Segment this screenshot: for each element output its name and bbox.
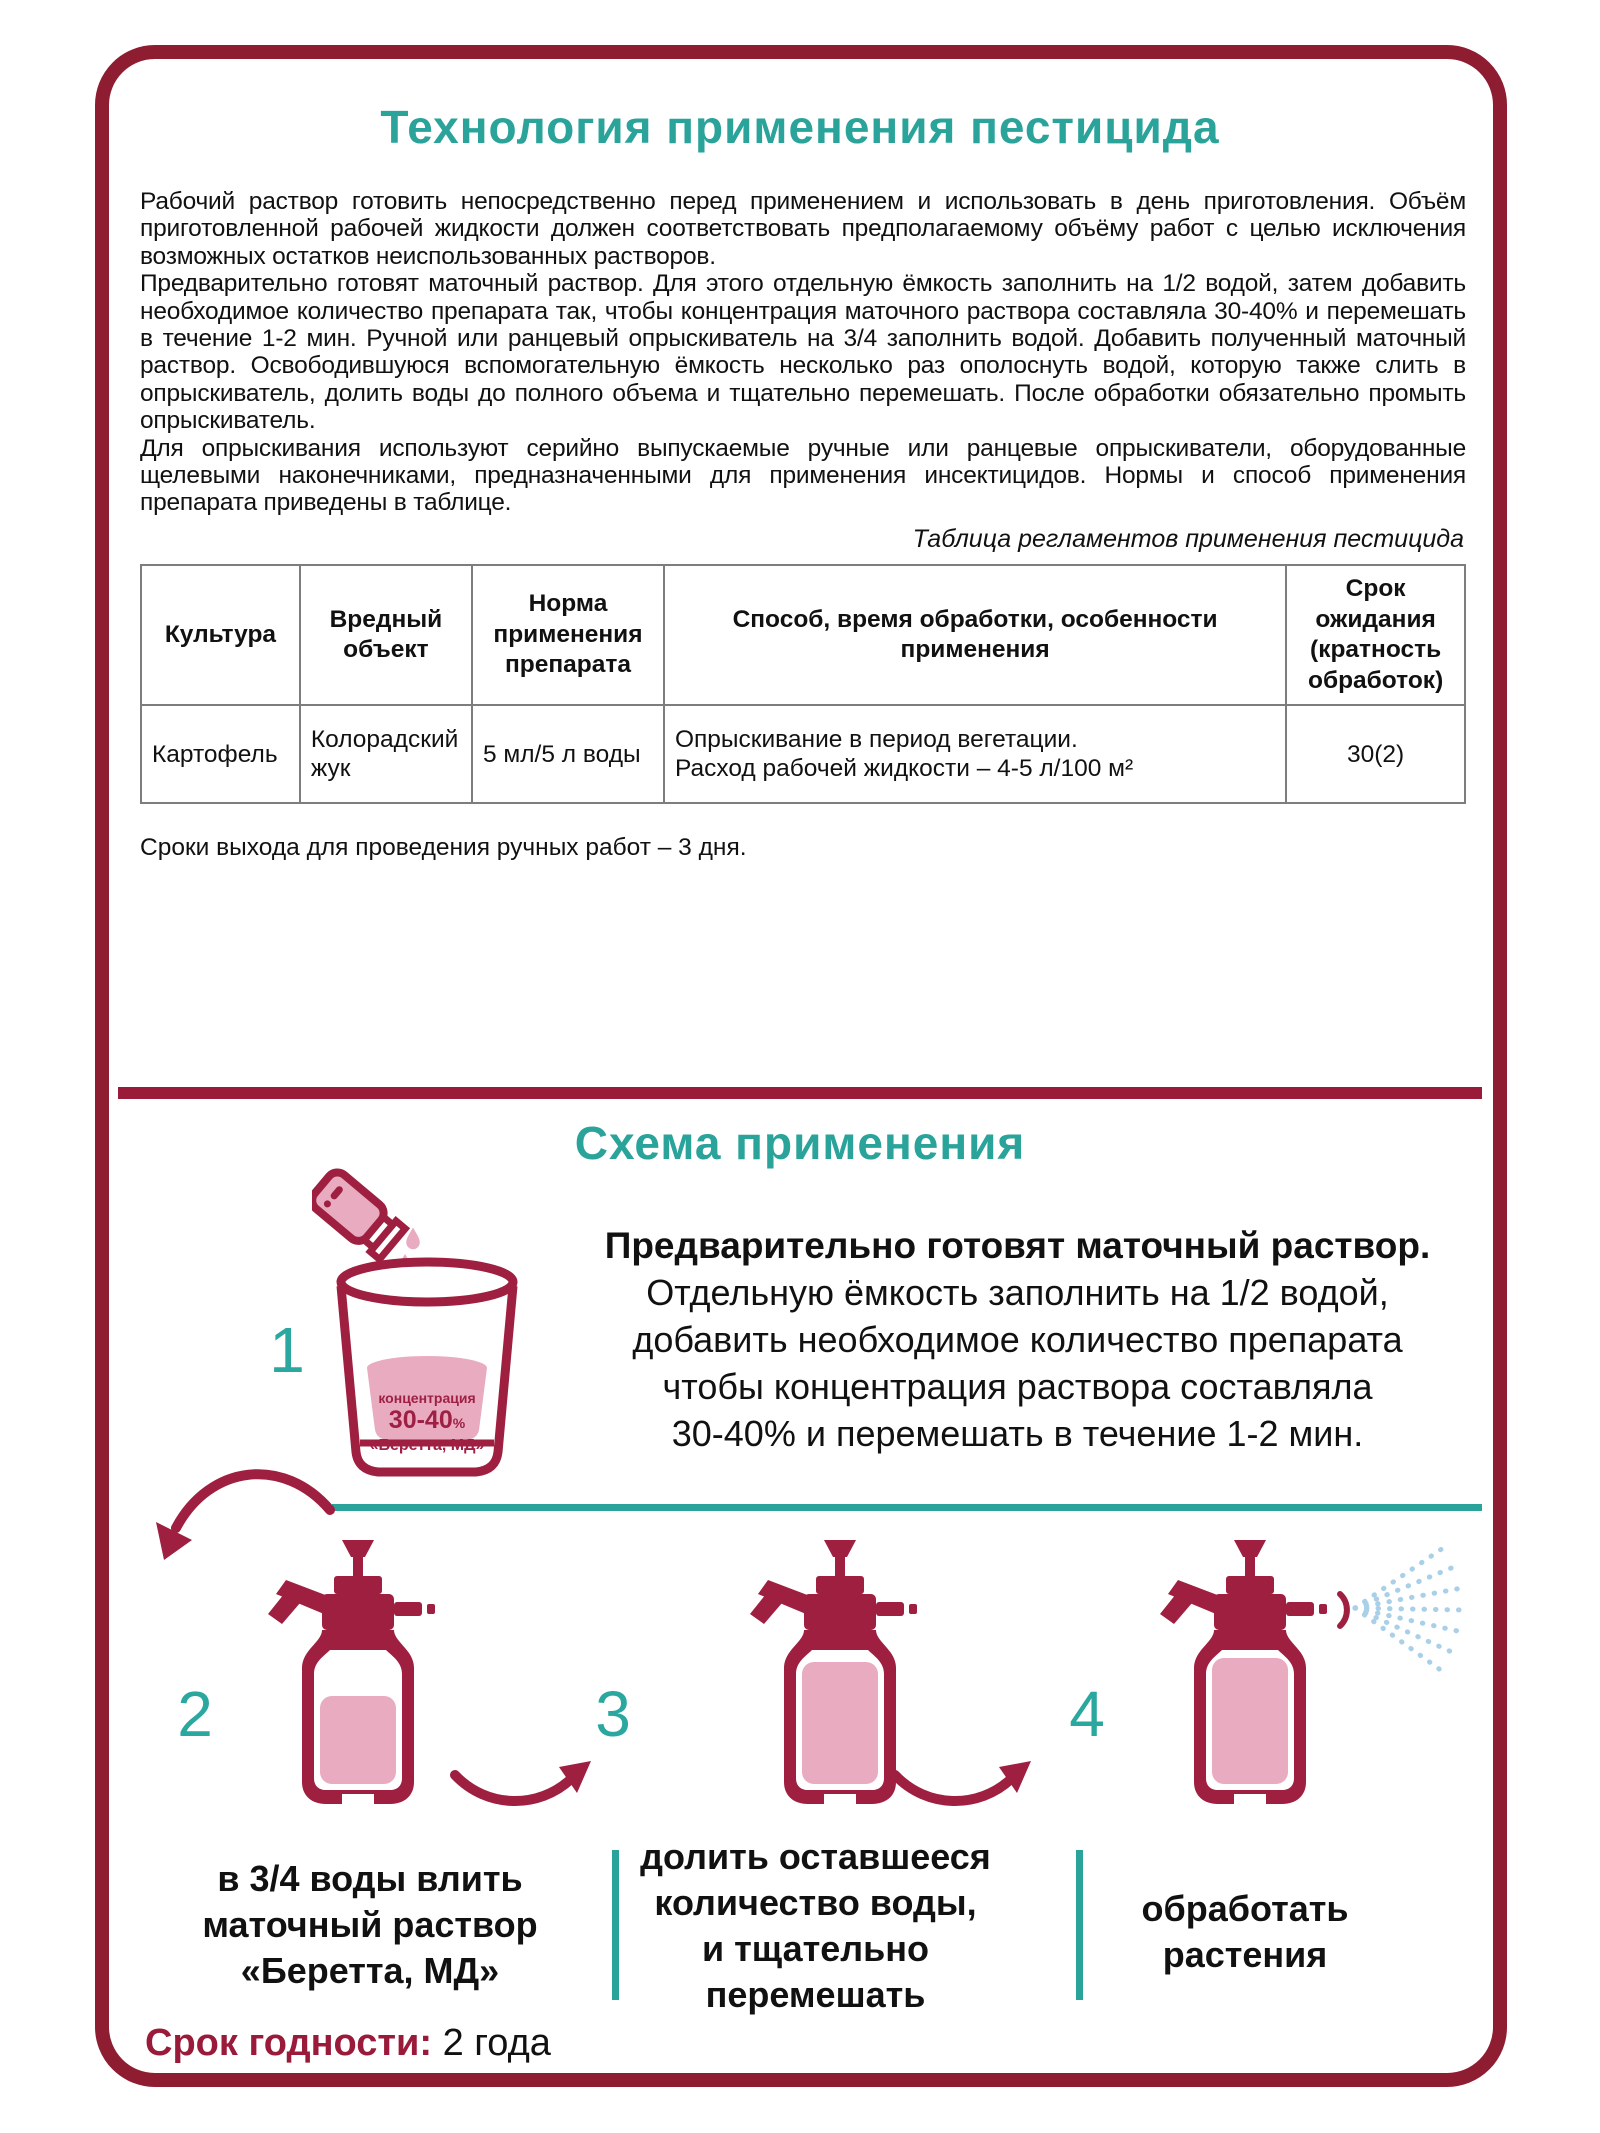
cell-waiting: 30(2) xyxy=(1286,705,1465,803)
step1-line4: 30-40% и перемешать в течение 1-2 мин. xyxy=(671,1413,1364,1454)
step3-line4: перемешать xyxy=(705,1974,926,2015)
step4-number: 4 xyxy=(1069,1678,1105,1750)
step2-line2: маточный раствор xyxy=(202,1904,538,1945)
manual-work-note: Сроки выхода для проведения ручных работ – 3 дня. xyxy=(140,834,747,862)
table-caption: Таблица регламентов применения пестицида xyxy=(912,524,1464,553)
bottle-icon xyxy=(312,1168,406,1261)
step3-line2: количество воды, xyxy=(654,1882,977,1923)
step1-line3: чтобы концентрация раствора составляла xyxy=(662,1366,1373,1407)
glass-label-line3: «Беретта, МД» xyxy=(369,1437,485,1454)
step2-number: 2 xyxy=(177,1678,213,1750)
step4-description xyxy=(1080,1886,1410,1978)
step1-description xyxy=(545,1222,1490,1457)
step4-line2: растения xyxy=(1162,1934,1328,1975)
cell-method xyxy=(664,705,1286,803)
flow-line xyxy=(332,1504,1482,1511)
curved-arrow-right-icon xyxy=(445,1745,595,1830)
step2-line1: в 3/4 воды влить xyxy=(217,1858,523,1899)
shelf-life-value: 2 года xyxy=(442,2022,551,2064)
section1-title: Технология применения пестицида xyxy=(380,101,1220,153)
glass-icon xyxy=(341,1262,513,1472)
step3-number: 3 xyxy=(595,1678,631,1750)
step1-line2: добавить необходимое количество препарата xyxy=(632,1319,1403,1360)
paragraph-1: Рабочий раствор готовить непосредственно перед применением и использовать в день приготовления. Объём приготовленной рабочей жидкости должен соответствовать предполагаемому объёму работ с целью исключения возможных остатков неиспользованных растворов. xyxy=(140,188,1466,270)
cell-method-line2: Расход рабочей жидкости – 4-5 л/100 м² xyxy=(674,755,1134,783)
column-divider xyxy=(612,1850,619,2000)
section-divider xyxy=(118,1087,1482,1099)
shelf-life xyxy=(145,2022,551,2065)
step3-line3: и тщательно xyxy=(702,1928,929,1969)
header-waiting: Срок ожидания (кратность обработок) xyxy=(1286,565,1465,706)
step4-line1: обработать xyxy=(1141,1888,1349,1929)
table-row xyxy=(141,705,1465,803)
header-method: Способ, время обработки, особенности применения xyxy=(664,565,1286,706)
table-header-row xyxy=(141,565,1465,706)
regulations-table xyxy=(140,564,1466,805)
section2-title: Схема применения xyxy=(574,1117,1026,1169)
paragraph-3: Для опрыскивания используют серийно выпускаемые ручные или ранцевые опрыскиватели, оборудованные щелевыми наконечниками, предназначенными для применения инсектицидов. Нормы и способ применения препарата приведены в таблице. xyxy=(140,434,1466,517)
cell-method-line1: Опрыскивание в период вегетации. xyxy=(674,725,1078,753)
step1-line1: Отдельную ёмкость заполнить на 1/2 водой, xyxy=(646,1272,1389,1313)
cell-rate: 5 мл/5 л воды xyxy=(472,705,664,803)
bottle-pouring-into-glass-icon xyxy=(312,1162,542,1492)
step3-line1: долить оставшееся xyxy=(640,1836,991,1877)
spray-mist-icon xyxy=(1340,1546,1464,1674)
glass-label-line1: концентрация xyxy=(378,1390,476,1406)
step3-description xyxy=(628,1834,1003,2018)
cell-culture: Картофель xyxy=(141,705,300,803)
glass-label-line2: 30-40% xyxy=(388,1406,466,1434)
step1-heading: Предварительно готовят маточный раствор. xyxy=(604,1225,1431,1266)
step1-number: 1 xyxy=(269,1314,305,1386)
step2-description xyxy=(170,1856,570,1994)
cell-pest: Колорадский жук xyxy=(300,705,472,803)
sprayer-spraying-icon-step4 xyxy=(1150,1538,1470,1813)
section1-content xyxy=(140,188,1466,862)
paragraph-2: Предварительно готовят маточный раствор. Для этого отдельную ёмкость заполнить на 1/2 водой, затем добавить необходимое количество препарата так, чтобы концентрация маточного раствора составляла 30-40% и перемешать в течение 1-2 мин. Ручной или ранцевый опрыскиватель на 3/4 заполнить водой. Добавить полученный маточный раствор. Освободившуюся вспомогательную ёмкость несколько раз ополоснуть водой, которую также слить в опрыскиватель, долить воды до полного объема и тщательно перемешать. После обработки обязательно промыть опрыскиватель. xyxy=(140,270,1466,435)
step2-line3: «Беретта, МД» xyxy=(240,1950,500,1991)
sprayer-icon-step2 xyxy=(258,1538,458,1813)
shelf-life-label: Срок годности: xyxy=(145,2022,433,2064)
header-pest: Вредный объект xyxy=(300,565,472,706)
header-culture: Культура xyxy=(141,565,300,706)
header-rate: Норма применения препарата xyxy=(472,565,664,706)
curved-arrow-right-icon xyxy=(885,1745,1035,1830)
